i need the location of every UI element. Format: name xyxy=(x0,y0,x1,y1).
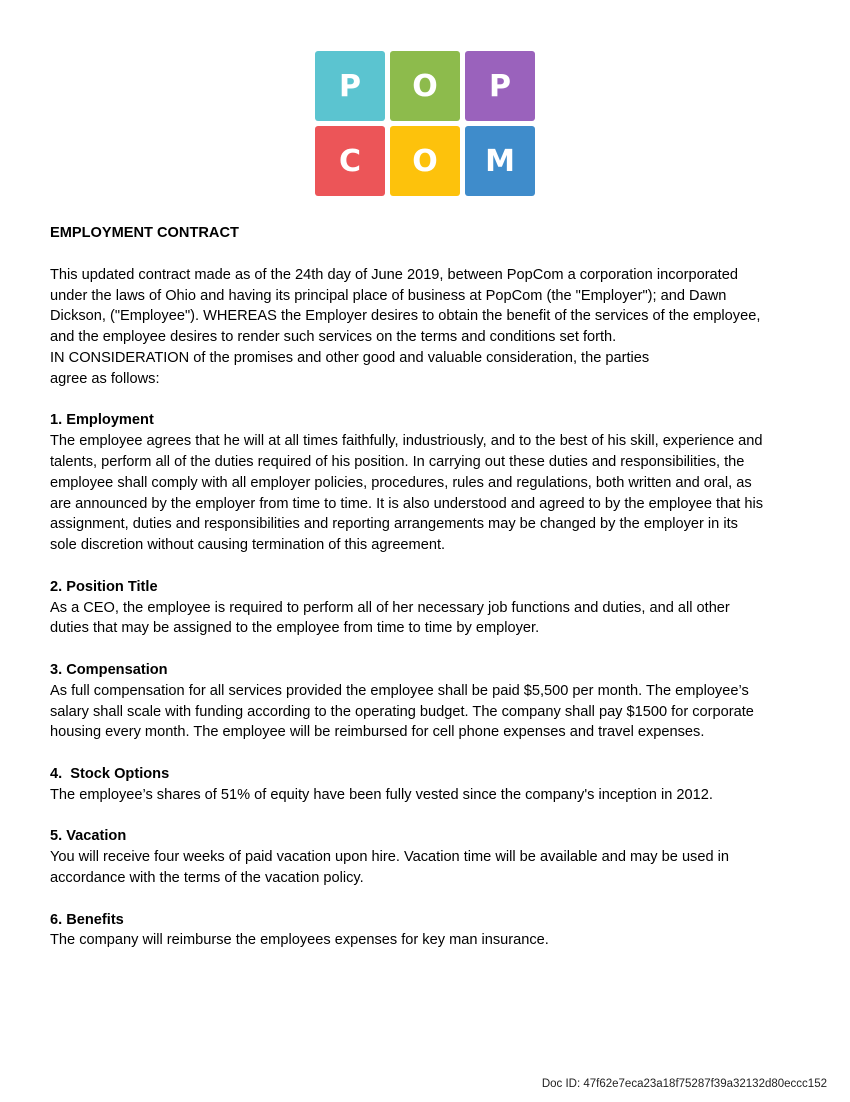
logo-tile-o2: O xyxy=(390,126,460,196)
logo-tile-c: C xyxy=(315,126,385,196)
section-vacation xyxy=(50,826,810,888)
doc-id: Doc ID: 47f62e7eca23a18f75287f39a32132d80eccc152 xyxy=(541,1078,827,1090)
section-body: You will receive four weeks of paid vacation upon hire. Vacation time will be available and may be used in accordance with the terms of the vacation policy. xyxy=(50,849,730,886)
section-compensation xyxy=(50,660,810,743)
document-title: EMPLOYMENT CONTRACT xyxy=(50,225,239,241)
logo-tile-p2: P xyxy=(465,51,535,121)
section-body: The employee agrees that he will at all times faithfully, industriously, and to the best of his skill, experience and talents, perform all of the duties required of his position. In carrying out these duties and responsibilities, the employee shall comply with all employer policies, procedures, rules and regulations, both written and oral, as are announced by the employer from time to time. It is also understood and agreed to by the employee that his assignment, duties and responsibilities and reporting arrangements may be changed by the employer in its sole discretion without causing termination of this agreement. xyxy=(50,433,764,554)
section-heading: 1. Employment xyxy=(50,412,154,429)
section-body: The employee’s shares of 51% of equity have been fully vested since the company's inception in 2012. xyxy=(50,786,713,803)
section-employment xyxy=(50,410,810,556)
section-position-title xyxy=(50,577,810,639)
logo-tile-p: P xyxy=(315,51,385,121)
contract-body xyxy=(50,223,810,951)
section-heading: 4. Stock Options xyxy=(50,765,170,782)
section-heading: 5. Vacation xyxy=(50,828,127,845)
section-benefits xyxy=(50,910,810,952)
section-heading: 3. Compensation xyxy=(50,661,168,678)
popcom-logo xyxy=(315,51,535,197)
section-heading: 2. Position Title xyxy=(50,578,158,595)
section-body: The company will reimburse the employees expenses for key man insurance. xyxy=(50,932,549,949)
logo-tile-o: O xyxy=(390,51,460,121)
section-stock-options xyxy=(50,764,810,806)
section-heading: 6. Benefits xyxy=(50,911,124,928)
section-body: As a CEO, the employee is required to perform all of her necessary job functions and duties, and all other duties that may be assigned to the employee from time to time by employer. xyxy=(50,599,730,637)
logo-tile-m: M xyxy=(465,126,535,196)
section-body: As full compensation for all services provided the employee shall be paid $5,500 per month. The employee’s salary shall scale with funding according to the operating budget. The company shall pay $1500 for corporate housing every month. The employee will be reimbursed for cell phone expenses and travel expenses. xyxy=(50,682,754,741)
intro-paragraph: This updated contract made as of the 24th day of June 2019, between PopCom a corporation incorporated under the laws of Ohio and having its principal place of business at PopCom (the "Employer"); and Dawn Dickson, ("Employee"). WHEREAS the Employer desires to obtain the benefit of the services of the employee, and the employee desires to render such services on the terms and conditions set forth. IN CONSIDERATION of the promises and other good and valuable consideration, the parties agree as follows: xyxy=(50,266,761,387)
